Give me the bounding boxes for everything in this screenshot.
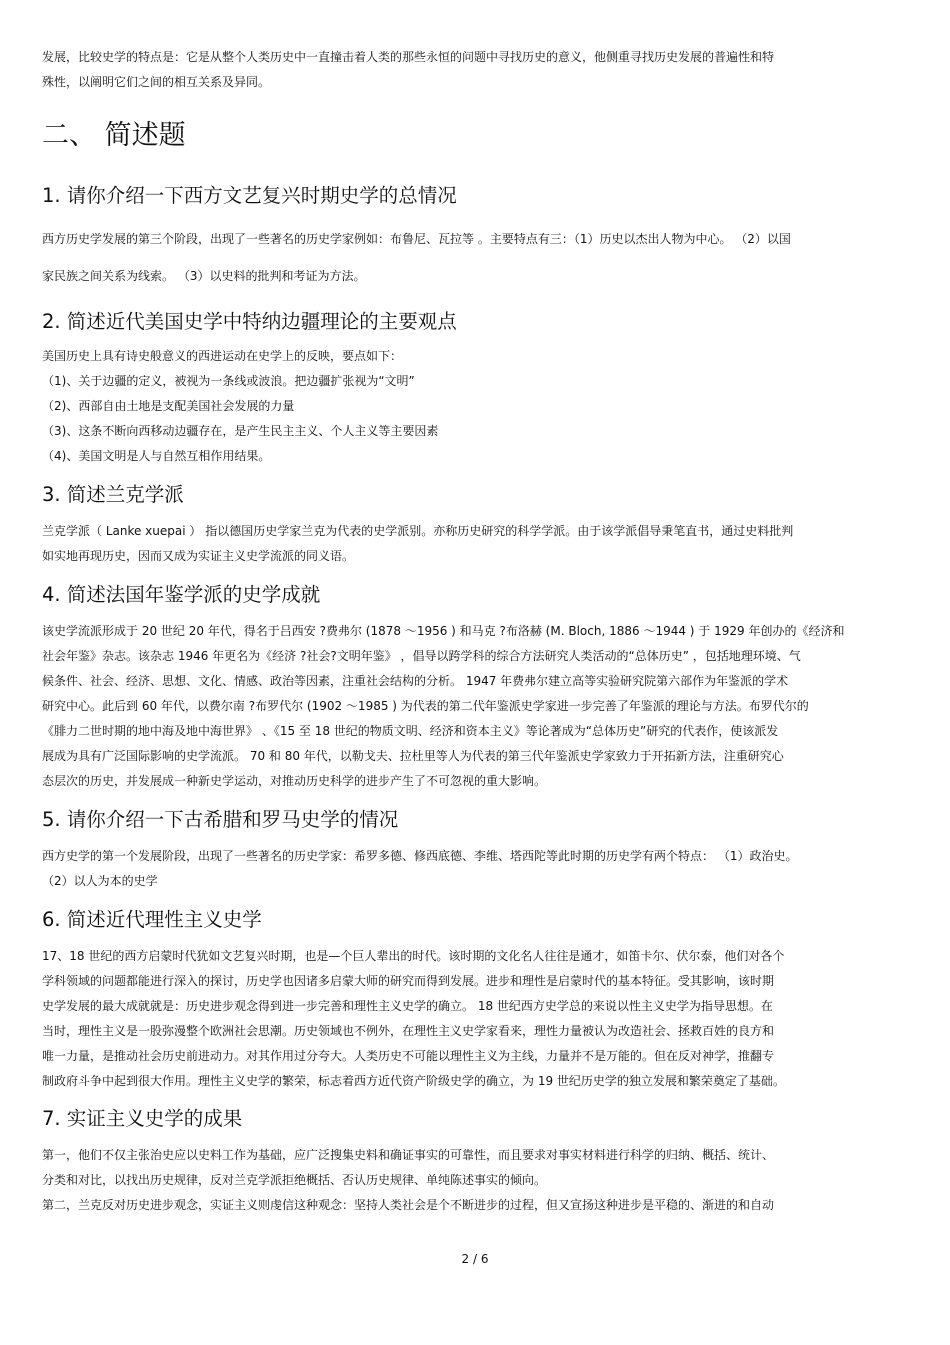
item-5-line: 西方史学的第一个发展阶段，出现了一些著名的历史学家：希罗多德、修西底德、李维、塔西陀等此时期的历史学有两个特点： （1）政治史。	[42, 849, 798, 863]
item-6-line: 史学发展的最大成就就是：历史进步观念得到进一步完善和理性主义史学的确立。 18 世纪西方史学总的来说以性主义史学为指导思想。在	[42, 999, 773, 1013]
item-4-line: 研究中心。此后到 60 年代，以费尔南 ?布罗代尔 (1902 ～1985 ) 为代表的第二代年鉴派史学家进一步完善了年鉴派的理论与方法。布罗代尔的	[42, 699, 809, 713]
item-1-line: 家民族之间关系为线索。 （3）以史料的批判和考证为方法。	[42, 269, 366, 283]
item-4-line: 候条件、社会、经济、思想、文化、情感、政治等因素，注重社会结构的分析。 1947 年费弗尔建立高等实验研究院第六部作为年鉴派的学术	[42, 674, 789, 688]
item-4-line: 该史学流派形成于 20 世纪 20 年代，得名于吕西安 ?费弗尔 (1878 ～1956 ) 和马克 ?布洛赫 (M. Bloch, 1886 ～1944 ) 于 1929 年创办的《经济和	[42, 624, 845, 638]
item-4-line: 展成为具有广泛国际影响的史学流派。 70 和 80 年代，以勒戈夫、拉杜里等人为代表的第三代年鉴派史学家致力于开拓新方法，注重研究心	[42, 749, 784, 763]
item-7-line: 第二，兰克反对历史进步观念，实证主义则虔信这种观念：坚持人类社会是个不断进步的过程，但又宣扬这种进步是平稳的、渐进的和自动	[42, 1198, 775, 1212]
item-heading-7: 7. 实证主义史学的成果	[42, 1107, 243, 1130]
item-2-line: （3)、这条不断向西移动边疆存在，是产生民主主义、个人主义等主要因素	[42, 424, 439, 438]
item-heading-3: 3. 简述兰克学派	[42, 483, 184, 506]
item-6-line: 当时，理性主义是一股弥漫整个欧洲社会思潮。历史领域也不例外，在理性主义史学家看来，理性力量被认为改造社会、拯救百姓的良方和	[42, 1024, 775, 1038]
item-6-line: 学科领域的问题都能进行深入的探讨，历史学也因诸多启蒙大师的研究而得到发展。进步和理性是启蒙时代的基本特征。受其影响，该时期	[42, 974, 775, 988]
item-5-line: （2）以人为本的史学	[42, 874, 158, 888]
item-heading-5: 5. 请你介绍一下古希腊和罗马史学的情况	[42, 808, 399, 831]
item-7-line: 第一，他们不仅主张治史应以史料工作为基础，应广泛搜集史料和确证事实的可靠性，而且要求对事实材料进行科学的归纳、概括、统计、	[42, 1148, 775, 1162]
item-6-line: 制政府斗争中起到很大作用。理性主义史学的繁荣，标志着西方近代资产阶级史学的确立，为 19 世纪历史学的独立发展和繁荣奠定了基础。	[42, 1074, 785, 1088]
item-1-line: 西方历史学发展的第三个阶段，出现了一些著名的历史学家例如：布鲁尼、瓦拉等 。主要特点有三：（1）历史以杰出人物为中心。 （2）以国	[42, 232, 791, 246]
item-6-line: 17、18 世纪的西方启蒙时代犹如文艺复兴时期，也是—个巨人辈出的时代。该时期的文化名人往往是通才，如笛卡尔、伏尔泰，他们对各个	[42, 949, 785, 963]
item-heading-6: 6. 简述近代理性主义史学	[42, 908, 262, 931]
item-3-line: 兰克学派（ Lanke xuepai ） 指以德国历史学家兰克为代表的史学派别。亦称历史研究的科学学派。由于该学派倡导秉笔直书，通过史料批判	[42, 524, 794, 538]
intro-line: 殊性，以阐明它们之间的相互关系及异同。	[42, 75, 271, 89]
item-heading-2: 2. 简述近代美国史学中特纳边疆理论的主要观点	[42, 310, 457, 333]
item-2-line: （1)、关于边疆的定义，被视为一条线或波浪。把边疆扩张视为“文明”	[42, 374, 415, 388]
page-number: 2 / 6	[461, 1252, 489, 1266]
item-2-line: 美国历史上具有诗史般意义的西进运动在史学上的反映，要点如下：	[42, 349, 403, 363]
item-4-line: 社会年鉴》杂志。该杂志 1946 年更名为《经济 ?社会?文明年鉴》 ，倡导以跨学科的综合方法研究人类活动的“总体历史” ，包括地理环境、气	[42, 649, 801, 663]
item-heading-1: 1. 请你介绍一下西方文艺复兴时期史学的总情况	[42, 184, 457, 207]
item-4-line: 《腓力二世时期的地中海及地中海世界》 、《15 至 18 世纪的物质文明、经济和资本主义》等论著成为“总体历史”研究的代表作，使该派发	[42, 724, 779, 738]
item-6-line: 唯一力量，是推动社会历史前进动力。对其作用过分夸大。人类历史不可能以理性主义为主线，力量并不是万能的。但在反对神学，推翻专	[42, 1049, 775, 1063]
item-2-line: （2)、西部自由土地是支配美国社会发展的力量	[42, 399, 295, 413]
item-heading-4: 4. 简述法国年鉴学派的史学成就	[42, 583, 321, 606]
item-3-line: 如实地再现历史，因而又成为实证主义史学流派的同义语。	[42, 549, 355, 563]
item-4-line: 态层次的历史，并发展成一种新史学运动，对推动历史科学的进步产生了不可忽视的重大影响。	[42, 774, 547, 788]
section-title: 二、 简述题	[42, 120, 186, 151]
item-2-line: （4)、美国文明是人与自然互相作用结果。	[42, 449, 271, 463]
item-7-line: 分类和对比，以找出历史规律，反对兰克学派拒绝概括、否认历史规律、单纯陈述事实的倾向。	[42, 1173, 547, 1187]
intro-line: 发展，比较史学的特点是：它是从整个人类历史中一直撞击着人类的那些永恒的问题中寻找历史的意义，他侧重寻找历史发展的普遍性和特	[42, 50, 775, 64]
